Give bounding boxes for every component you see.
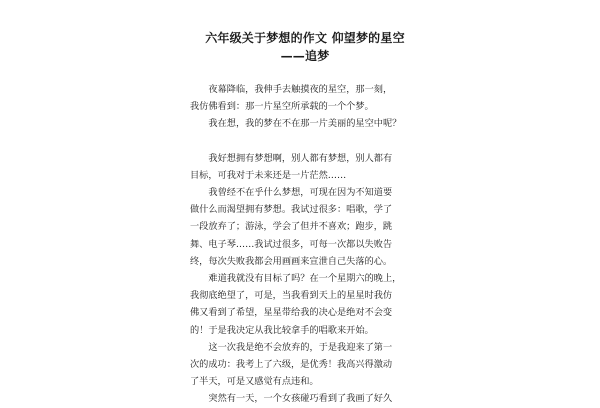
essay-body bbox=[190, 81, 420, 408]
title-line-1: 六年级关于梦想的作文 仰望梦的星空 bbox=[205, 31, 405, 45]
paragraph-gap bbox=[190, 133, 420, 150]
paragraph-line: 我仿佛看到：那一片星空所承载的一个个梦。 bbox=[190, 101, 374, 113]
paragraph-line: 我在想，我的梦在不在那一片美丽的星空中呢？ bbox=[208, 118, 402, 130]
paragraph-line: 我好想拥有梦想啊，别人都有梦想，别人都有 bbox=[208, 152, 393, 164]
paragraph-line: 了半天，可是又感觉有点违和。 bbox=[190, 376, 319, 388]
paragraph bbox=[190, 184, 420, 270]
paragraph-line: 我曾经不在乎什么梦想，可现在因为不知道要 bbox=[208, 187, 393, 199]
paragraph bbox=[190, 150, 420, 184]
title-line-2: ——追梦 bbox=[280, 49, 330, 63]
paragraph bbox=[190, 81, 420, 115]
paragraph-line: 夜幕降临，我伸手去触摸夜的星空，那一刻， bbox=[208, 84, 393, 95]
paragraph-line: 的！于是我决定从我比较拿手的唱歌来开始。 bbox=[190, 324, 374, 336]
document-title bbox=[190, 30, 420, 47]
paragraph bbox=[190, 115, 420, 132]
paragraph-line: 我彻底绝望了，可是，当我看到天上的星星时我仿 bbox=[190, 290, 393, 302]
paragraph bbox=[190, 270, 420, 339]
paragraph-line: 目标，可我对于未来还是一片茫然…… bbox=[190, 169, 347, 181]
paragraph bbox=[190, 339, 420, 391]
paragraph bbox=[190, 390, 420, 407]
paragraph-line: 做什么而渴望拥有梦想。我试过很多：唱歌，学了 bbox=[190, 204, 393, 216]
paragraph-line: 终，每次失败我都会用画画来宣泄自己失落的心。 bbox=[190, 255, 393, 267]
document-page bbox=[190, 30, 420, 408]
paragraph-line: 佛又看到了希望，星星带给我的决心是绝对不会变 bbox=[190, 307, 393, 319]
paragraph-line: 突然有一天，一个女孩碰巧看到了我画了好久 bbox=[208, 393, 393, 405]
paragraph-line: 次的成功：我考上了六级，是优秀！我高兴得激动 bbox=[190, 359, 393, 371]
paragraph-line: 这一次我是绝不会放弃的，于是我迎来了第一 bbox=[208, 341, 393, 353]
document-subtitle bbox=[190, 48, 420, 65]
paragraph-line: 难道我就没有目标了吗？在一个星期六的晚上， bbox=[208, 273, 402, 285]
paragraph-line: 舞、电子琴……我试过很多，可每一次都以失败告 bbox=[190, 238, 393, 250]
paragraph-line: 一段放弃了；游泳，学会了但并不喜欢；跑步，跳 bbox=[190, 221, 393, 233]
